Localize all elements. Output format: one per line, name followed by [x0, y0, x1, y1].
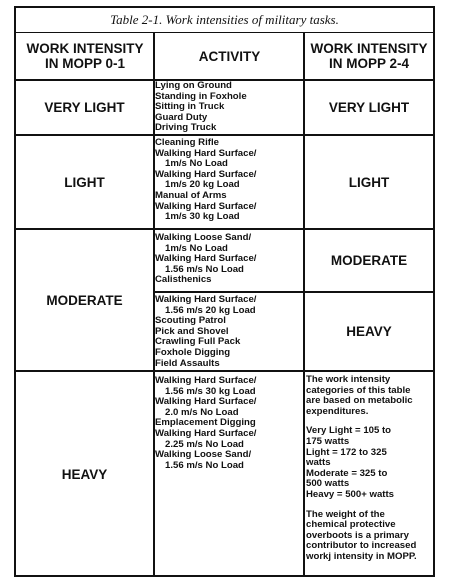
- activity-item: Walking Hard Surface/: [155, 200, 257, 212]
- note-line: workj intensity in MOPP.: [306, 550, 417, 562]
- activity-item: 2.0 m/s No Load: [165, 406, 239, 418]
- activity-item: Crawling Full Pack: [155, 336, 241, 348]
- activity-item: Pick and Shovel: [155, 325, 229, 337]
- activity-item: Lying on Ground: [155, 80, 232, 91]
- note-line: Moderate = 325 to: [306, 467, 388, 479]
- activity-item: Scouting Patrol: [155, 315, 226, 327]
- header-mopp-0-1: [16, 33, 154, 81]
- row-light-mopp24: LIGHT: [348, 174, 390, 190]
- activity-item: Driving Truck: [155, 122, 217, 134]
- header-mopp-2-4-line-1: WORK INTENSITY: [310, 41, 428, 56]
- activity-item: 1m/s No Load: [165, 242, 228, 254]
- header-mopp-0-1-line-1: WORK INTENSITY: [26, 41, 144, 56]
- note-line: The weight of the: [306, 508, 385, 520]
- activity-item: Walking Loose Sand/: [155, 449, 252, 461]
- row-moderate-activities-b: [155, 295, 303, 369]
- note-line: Light = 172 to 325: [306, 446, 387, 458]
- row-very-light-mopp24: VERY LIGHT: [328, 99, 410, 115]
- row-moderate-activities-a: [155, 233, 303, 286]
- header-activity: [155, 33, 304, 81]
- header-mopp-0-1-line-2: IN MOPP 0-1: [44, 56, 126, 71]
- note-line: 500 watts: [306, 478, 350, 490]
- note-line: The work intensity: [306, 374, 391, 385]
- activity-item: 1.56 m/s 30 kg Load: [165, 385, 256, 397]
- activity-item: Guard Duty: [155, 111, 208, 123]
- row-very-light-activities: [155, 81, 303, 134]
- row-light-mopp01: LIGHT: [64, 174, 105, 190]
- table-frame: [14, 6, 435, 577]
- activity-item: Walking Hard Surface/: [155, 375, 257, 386]
- intensity-note: [306, 375, 431, 572]
- header-activity-label: ACTIVITY: [198, 48, 261, 64]
- activity-item: Standing in Foxhole: [155, 90, 247, 102]
- row-moderate-heavy-mopp24: HEAVY: [346, 324, 392, 339]
- note-line: 175 watts: [306, 435, 350, 447]
- activity-item: Walking Hard Surface/: [155, 294, 257, 305]
- activity-item: Walking Hard Surface/: [155, 147, 257, 159]
- note-line: Very Light = 105 to: [306, 425, 392, 437]
- activity-item: Manual of Arms: [155, 189, 227, 201]
- header-mopp-2-4-line-2: IN MOPP 2-4: [328, 56, 410, 71]
- activity-item: 1.56 m/s No Load: [165, 263, 244, 275]
- activity-item: 1m/s 20 kg Load: [165, 179, 240, 191]
- row-heavy-mopp01: HEAVY: [61, 467, 108, 482]
- row-moderate-mopp24: MODERATE: [330, 253, 408, 268]
- activity-item: Foxhole Digging: [155, 346, 231, 358]
- note-line: Heavy = 500+ watts: [306, 488, 395, 500]
- note-line: expenditures.: [306, 405, 369, 417]
- note-closing: [306, 510, 431, 563]
- note-line: categories of this table: [306, 384, 411, 396]
- activity-item: Sitting in Truck: [155, 101, 225, 113]
- table-caption: Table 2-1. Work intensities of military tasks.: [16, 8, 433, 33]
- row-very-light-mopp01: VERY LIGHT: [44, 99, 125, 115]
- activity-item: Calisthenics: [155, 274, 212, 286]
- activity-item: 1.56 m/s No Load: [165, 459, 244, 471]
- activity-item: 1m/s 30 kg Load: [165, 211, 240, 223]
- activity-item: Walking Loose Sand/: [155, 232, 252, 243]
- note-line: contributor to increased: [306, 540, 417, 552]
- activity-item: Emplacement Digging: [155, 417, 256, 429]
- header-mopp-2-4: [305, 33, 433, 81]
- activity-item: Walking Hard Surface/: [155, 396, 257, 408]
- activity-item: Field Assaults: [155, 357, 220, 369]
- row-light-activities: [155, 138, 303, 223]
- row-heavy-activities: [155, 376, 303, 471]
- activity-item: 1m/s No Load: [165, 158, 228, 170]
- activity-item: Walking Hard Surface/: [155, 253, 257, 265]
- activity-item: 1.56 m/s 20 kg Load: [165, 304, 256, 316]
- activity-item: Walking Hard Surface/: [155, 427, 257, 439]
- note-ranges: [306, 426, 431, 500]
- activity-item: 2.25 m/s No Load: [165, 438, 244, 450]
- activity-item: Cleaning Rifle: [155, 137, 219, 148]
- activity-item: Walking Hard Surface/: [155, 168, 257, 180]
- note-line: chemical protective: [306, 519, 396, 531]
- note-intro: [306, 375, 431, 417]
- row-moderate-mopp01: MODERATE: [46, 292, 123, 308]
- note-line: are based on metabolic: [306, 395, 413, 407]
- note-line: overboots is a primary: [306, 529, 409, 541]
- note-line: watts: [306, 457, 331, 469]
